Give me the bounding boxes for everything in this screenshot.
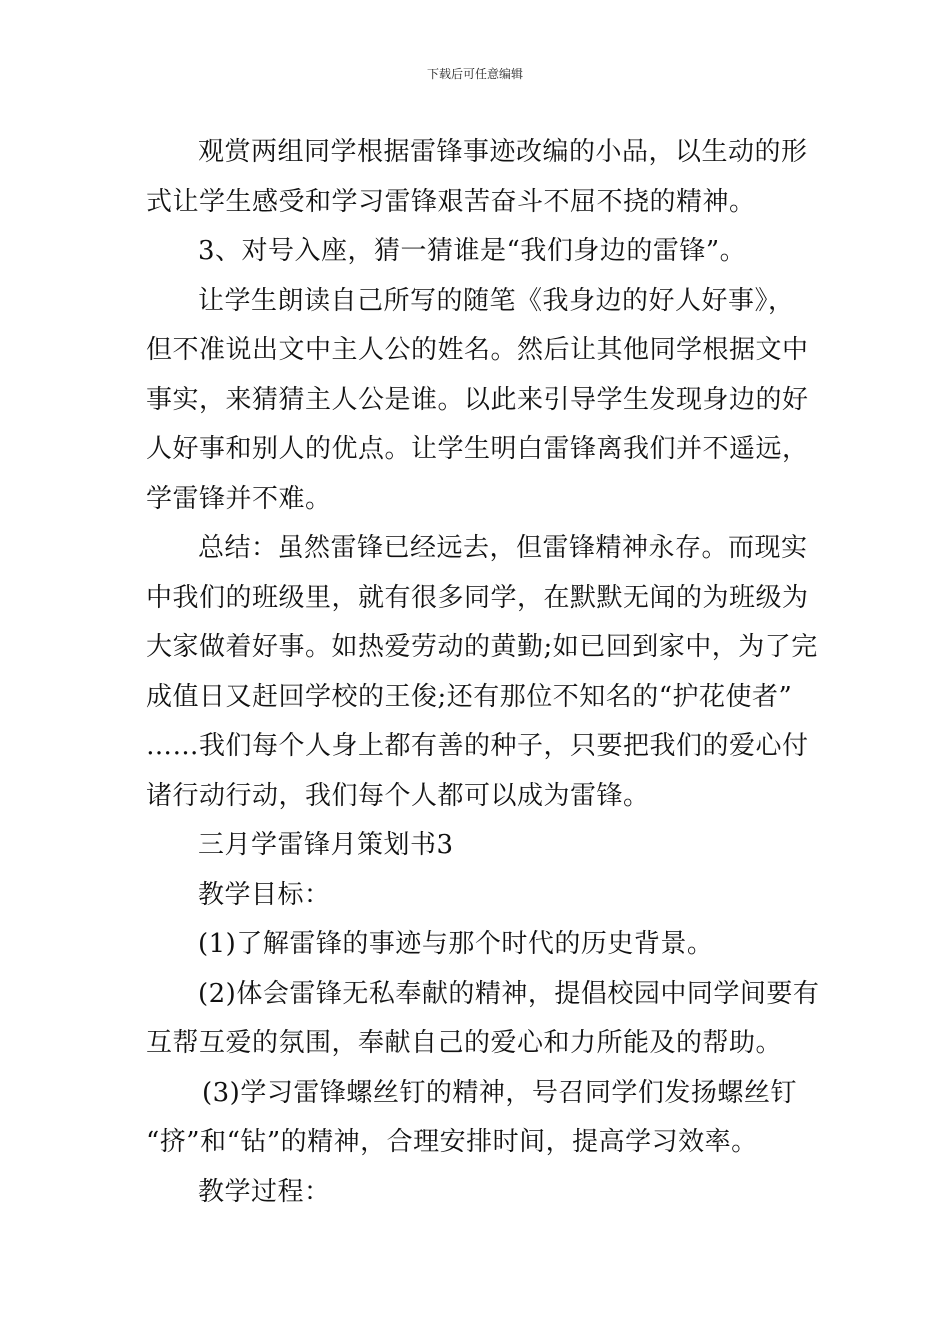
paragraph-line: 互帮互爱的氛围，奉献自己的爱心和力所能及的帮助。 <box>146 1028 783 1058</box>
paragraph-line: 诸行动行动，我们每个人都可以成为雷锋。 <box>146 780 650 811</box>
section-heading: 教学目标： <box>198 879 331 910</box>
document-title: 三月学雷锋月策划书3 <box>198 830 454 860</box>
paragraph-line: 学雷锋并不难。 <box>146 483 332 514</box>
paragraph-line: “挤”和“钻”的精神，合理安排时间，提高学习效率。 <box>146 1127 758 1157</box>
paragraph-line: 总结：虽然雷锋已经远去，但雷锋精神永存。而现实 <box>198 533 808 563</box>
paragraph-line: 人好事和别人的优点。让学生明白雷锋离我们并不遥远， <box>146 434 809 464</box>
paragraph-line: ……我们每个人身上都有善的种子，只要把我们的爱心付 <box>146 731 809 761</box>
list-item: (3)学习雷锋螺丝钉的精神，号召同学们发扬螺丝钉 <box>202 1077 797 1108</box>
paragraph-line: 大家做着好事。如热爱劳动的黄勤;如已回到家中，为了完 <box>146 632 818 662</box>
list-item: (1)了解雷锋的事迹与那个时代的历史背景。 <box>198 929 714 959</box>
list-item: (2)体会雷锋无私奉献的精神，提倡校园中同学间要有 <box>198 978 820 1009</box>
paragraph-line: 成值日又赶回学校的王俊;还有那位不知名的“护花使者” <box>146 681 793 712</box>
paragraph-line: 但不准说出文中主人公的姓名。然后让其他同学根据文中 <box>146 335 809 365</box>
section-heading: 3、对号入座，猜一猜谁是“我们身边的雷锋”。 <box>198 236 747 266</box>
paragraph-line: 观赏两组同学根据雷锋事迹改编的小品，以生动的形 <box>198 137 808 167</box>
section-heading: 教学过程： <box>198 1176 331 1207</box>
paragraph-line: 式让学生感受和学习雷锋艰苦奋斗不屈不挠的精神。 <box>146 186 756 217</box>
paragraph-line: 事实，来猜猜主人公是谁。以此来引导学生发现身边的好 <box>146 384 809 415</box>
paragraph-line: 中我们的班级里，就有很多同学，在默默无闻的为班级为 <box>146 582 809 613</box>
page-header: 下载后可任意编辑 <box>426 67 523 81</box>
paragraph-line: 让学生朗读自己所写的随笔《我身边的好人好事》， <box>198 285 795 316</box>
document-body <box>146 128 820 1217</box>
